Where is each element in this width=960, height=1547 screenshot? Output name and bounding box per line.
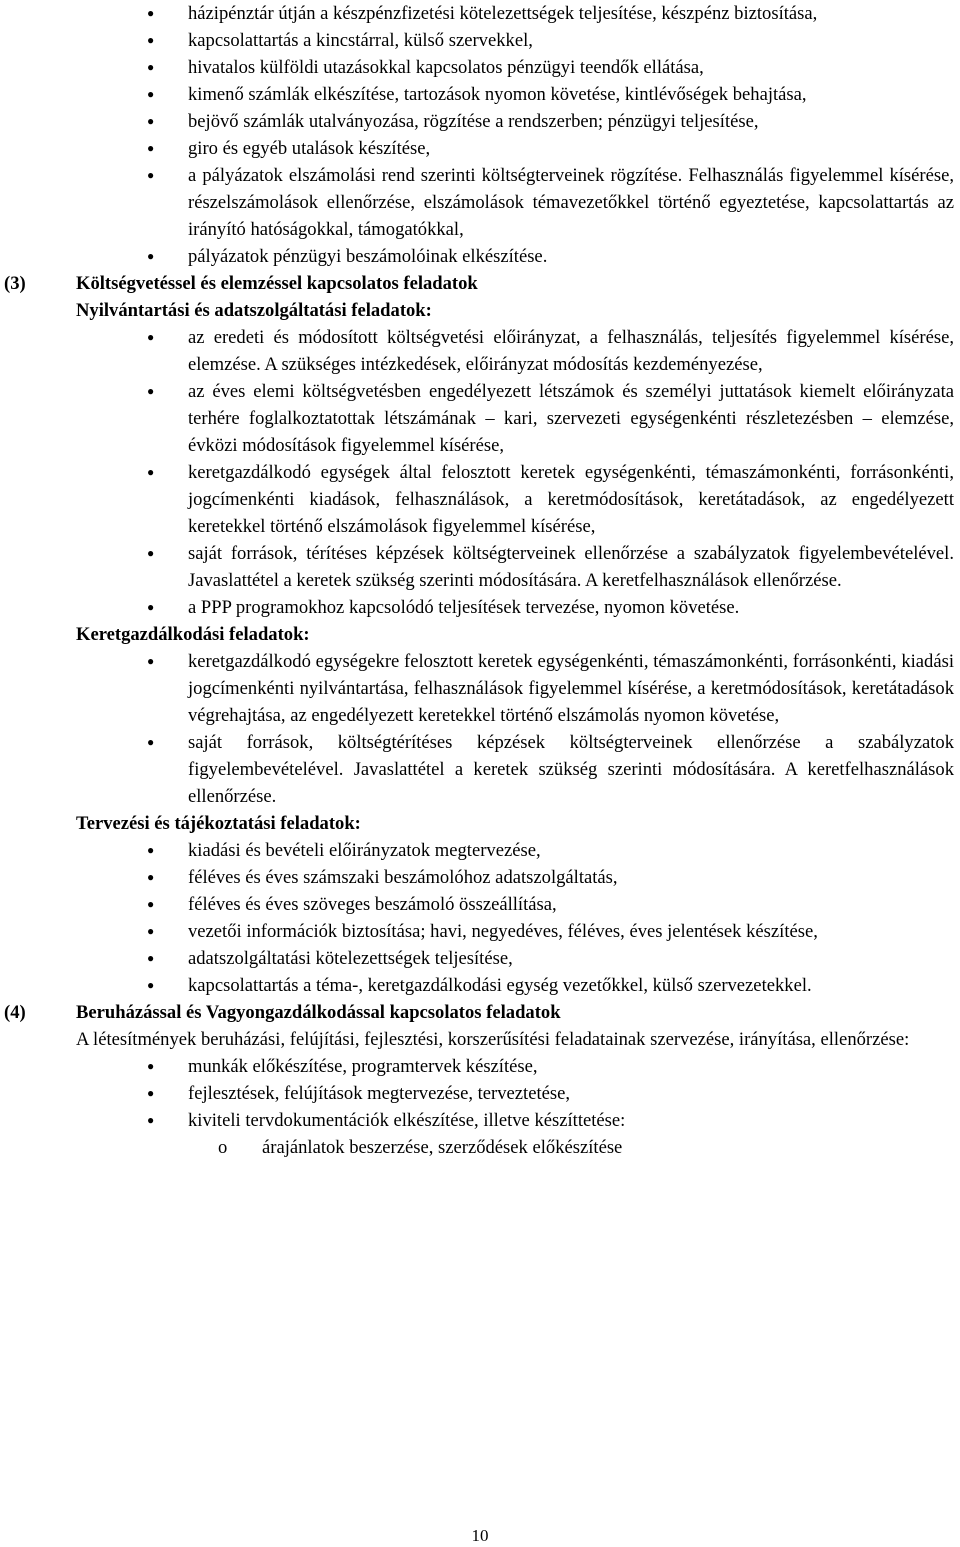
list-item: ● adatszolgáltatási kötelezettségek teljesítése,: [0, 945, 960, 972]
list-item: ● fejlesztések, felújítások megtervezése, terveztetése,: [0, 1080, 960, 1107]
bullet-list-records: [0, 324, 960, 621]
bullet-list-planning: [0, 837, 960, 999]
list-item: ● a PPP programokhoz kapcsolódó teljesítések tervezése, nyomon követése.: [0, 594, 960, 621]
sub-list-investment: [0, 1134, 960, 1161]
section-4-intro: A létesítmények beruházási, felújítási, fejlesztési, korszerűsítési feladatainak szervezése, irányítása, ellenőrzése:: [76, 1029, 910, 1050]
list-item: ● saját források, térítéses képzések költségterveinek ellenőrzése a szabályzatok figyelembevételével. Javaslattétel a keretek szükség szerinti módosítására. A keretfelhasználások ellenőrzése.: [0, 540, 960, 594]
list-item: ● munkák előkészítése, programtervek készítése,: [0, 1053, 960, 1080]
list-item: ● féléves és éves számszaki beszámolóhoz adatszolgáltatás,: [0, 864, 960, 891]
list-item: ● vezetői információk biztosítása; havi, negyedéves, féléves, éves jelentések készítése,: [0, 918, 960, 945]
bullet-list-investment: [0, 1053, 960, 1134]
list-item: ● bejövő számlák utalványozása, rögzítése a rendszerben; pénzügyi teljesítése,: [0, 108, 960, 135]
sub-list-item: o árajánlatok beszerzése, szerződések előkészítése: [0, 1134, 960, 1161]
bullet-list-budget-frames: [0, 648, 960, 810]
list-item: ● az éves elemi költségvetésben engedélyezett létszámok és személyi juttatások kiemelt előirányzata terhére foglalkoztatottak létszámának – kari, szervezeti egységenkénti részletezésben – elemzése, évközi módosítások figyelemmel kísérése,: [0, 378, 960, 459]
bullet-list-finance: [0, 0, 960, 270]
list-item: ● kapcsolattartás a téma-, keretgazdálkodási egység vezetőkkel, külső szervezetekkel.: [0, 972, 960, 999]
section-4-heading: [0, 999, 960, 1026]
section-title: Költségvetéssel és elemzéssel kapcsolatos feladatok: [76, 273, 478, 294]
section-3-heading: [0, 270, 960, 297]
list-item: ● keretgazdálkodó egységek által felosztott keretek egységenkénti, témaszámonkénti, forrásonkénti, jogcímenkénti kiadások, felhasználások, a keretmódosítások, keretátadások, az engedélyezett keretekkel történő elszámolások figyelemmel kísérése,: [0, 459, 960, 540]
list-item: ● az eredeti és módosított költségvetési előirányzat, a felhasználás, teljesítés figyelemmel kísérése, elemzése. A szükséges intézkedések, előirányzat módosítás kezdeményezése,: [0, 324, 960, 378]
list-item: ● keretgazdálkodó egységekre felosztott keretek egységenkénti, témaszámonkénti, forrásonkénti, kiadási jogcímenkénti nyilvántartása, felhasználások figyelemmel kísérése, a keretmódosítások, keretátadások végrehajtása, az engedélyezett keretekkel történő elszámolás nyomon követése,: [0, 648, 960, 729]
list-item: ● kiviteli tervdokumentációk elkészítése, illetve készíttetése:: [0, 1107, 960, 1134]
section-number: (4): [4, 1002, 26, 1023]
page-number: 10: [471, 1526, 489, 1545]
list-item: ● a pályázatok elszámolási rend szerinti költségterveinek rögzítése. Felhasználás figyelemmel kísérése, részelszámolások ellenőrzése, elszámolások témavezetőkkel történő egyeztetése, kapcsolattartás az irányító hatóságokkal, támogatókkal,: [0, 162, 960, 243]
list-item: ● kapcsolattartás a kincstárral, külső szervekkel,: [0, 27, 960, 54]
section-title: Beruházással és Vagyongazdálkodással kapcsolatos feladatok: [76, 1002, 561, 1023]
list-item: ● saját források, költségtérítéses képzések költségterveinek ellenőrzése a szabályzatok figyelembevételével. Javaslattétel a keretek szükség szerinti módosítására. A keretfelhasználások ellenőrzése.: [0, 729, 960, 810]
list-item: ● házipénztár útján a készpénzfizetési kötelezettségek teljesítése, készpénz biztosítása,: [0, 0, 960, 27]
subheading-records: Nyilvántartási és adatszolgáltatási feladatok:: [76, 300, 432, 321]
list-item: ● kiadási és bevételi előirányzatok megtervezése,: [0, 837, 960, 864]
section-number: (3): [4, 273, 26, 294]
list-item: ● pályázatok pénzügyi beszámolóinak elkészítése.: [0, 243, 960, 270]
subheading-planning: Tervezési és tájékoztatási feladatok:: [76, 813, 361, 834]
list-item: ● féléves és éves szöveges beszámoló összeállítása,: [0, 891, 960, 918]
list-item: ● giro és egyéb utalások készítése,: [0, 135, 960, 162]
list-item: ● hivatalos külföldi utazásokkal kapcsolatos pénzügyi teendők ellátása,: [0, 54, 960, 81]
list-item: ● kimenő számlák elkészítése, tartozások nyomon követése, kintlévőségek behajtása,: [0, 81, 960, 108]
subheading-budget-frames: Keretgazdálkodási feladatok:: [76, 624, 310, 645]
